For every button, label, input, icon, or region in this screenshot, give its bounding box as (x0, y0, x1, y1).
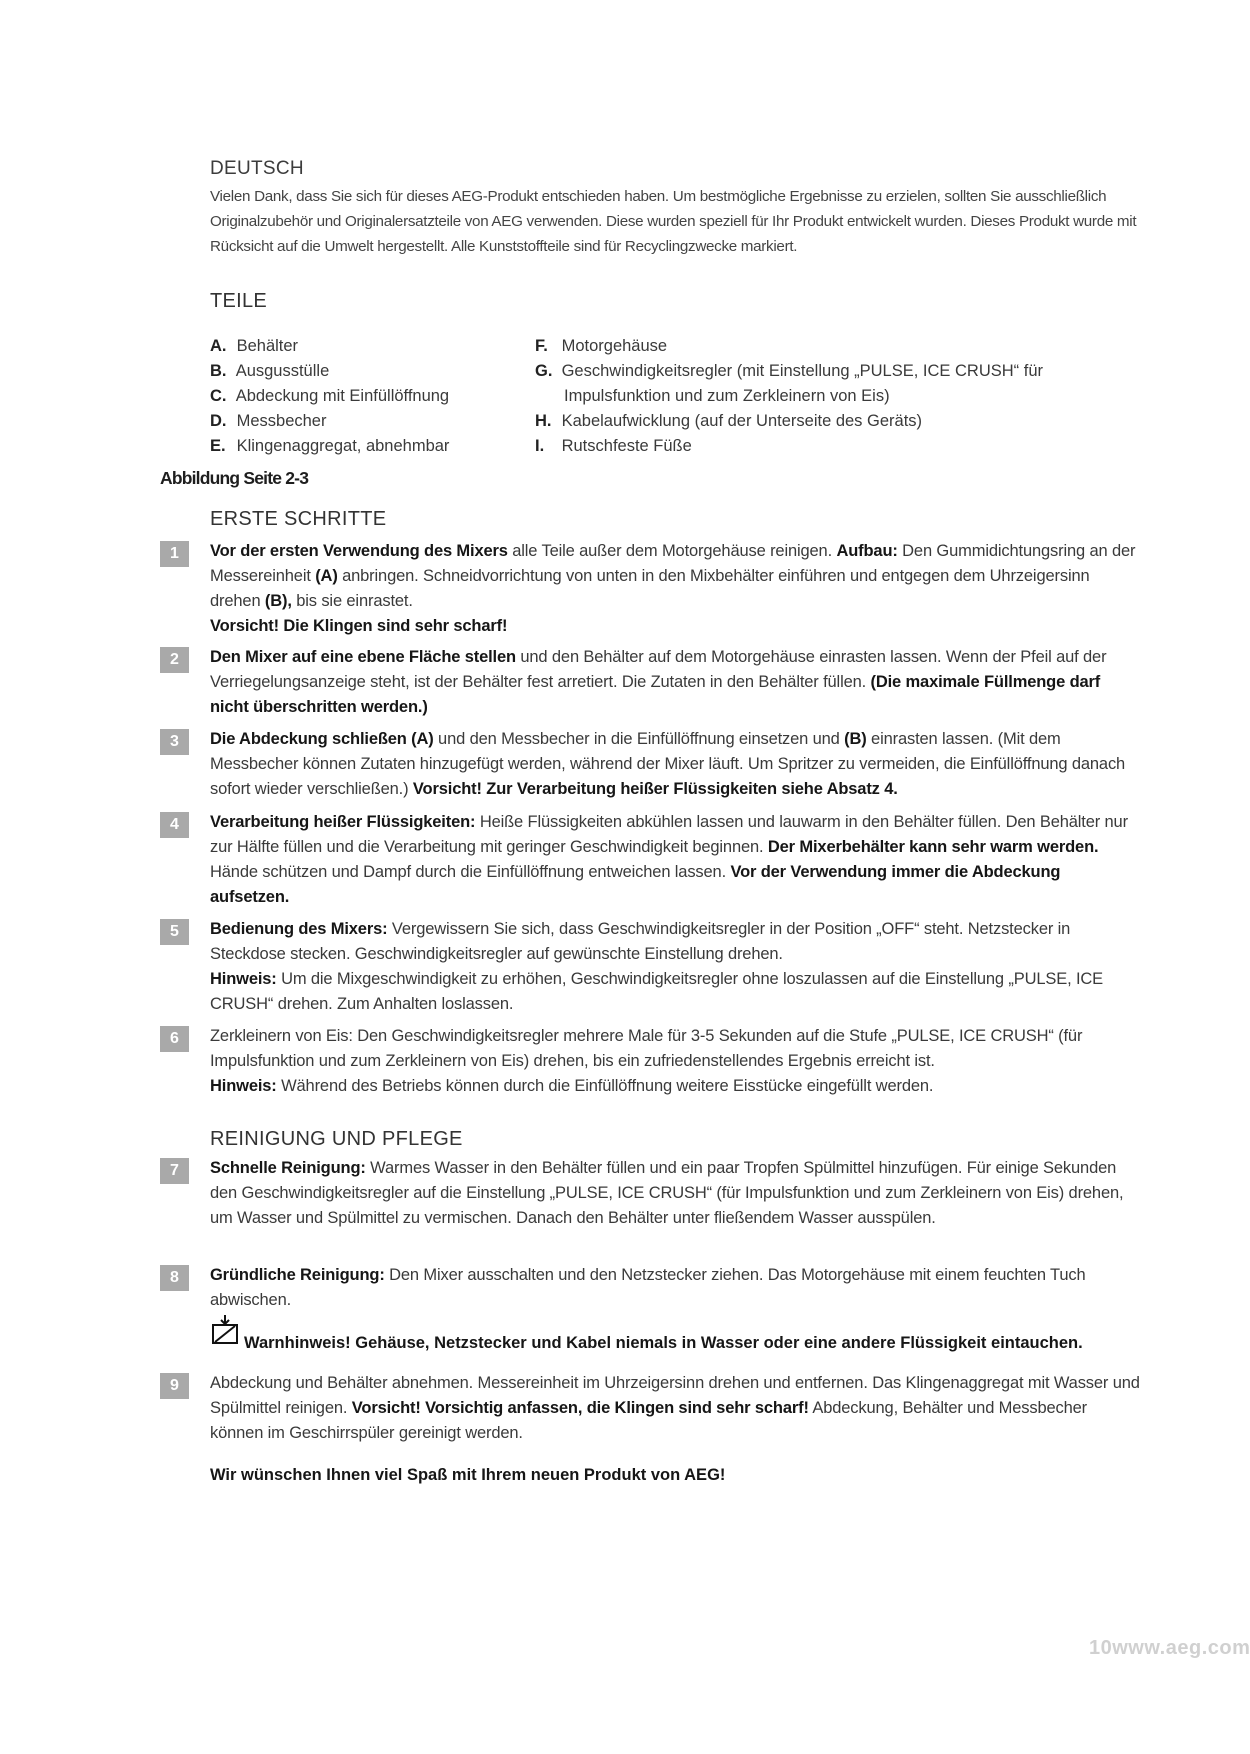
step-text (210, 1024, 1140, 1099)
step-text (210, 539, 1140, 639)
no-immersion-icon (210, 1314, 242, 1346)
body-text: Heiße Flüssigkeiten abkühlen lassen und lauwarm in den Behälter füllen. Den Behälter nur zur Hälfte füllen und die Verarbeitung mit geringer Geschwindigkeit beginnen. (210, 813, 1128, 856)
step-number-badge: 6 (160, 1026, 189, 1052)
cleaning-heading: REINIGUNG UND PFLEGE (210, 1128, 463, 1150)
step-number-badge: 9 (160, 1373, 189, 1399)
emphasis-text: Aufbau: (836, 542, 898, 560)
body-text: alle Teile außer dem Motorgehäuse reinigen. (507, 542, 837, 560)
part-item: A. Behälter (210, 337, 299, 355)
emphasis-text: Bedienung des Mixers: (210, 920, 388, 938)
body-text: Während des Betriebs können durch die Einfüllöffnung weitere Eisstücke eingefüllt werden. (276, 1077, 934, 1095)
step-text (210, 917, 1140, 1017)
part-item: G. Geschwindigkeitsregler (mit Einstellung „PULSE, ICE CRUSH“ für (535, 362, 1043, 380)
body-text: Den Mixer ausschalten und den Netzstecker ziehen. Das Motorgehäuse mit einem feuchten Tuch abwischen. (210, 1266, 1086, 1309)
emphasis-text: Hinweis: (210, 970, 277, 988)
step-text (210, 810, 1140, 910)
part-item: D. Messbecher (210, 412, 327, 430)
body-text: Um die Mixgeschwindigkeit zu erhöhen, Geschwindigkeitsregler ohne loszulassen auf die Einstellung „PULSE, ICE CRUSH“ drehen. Zum Anhalten loslassen. (210, 970, 1104, 1013)
body-text: Hände schützen und Dampf durch die Einfüllöffnung entweichen lassen. (210, 863, 731, 881)
part-item: H. Kabelaufwicklung (auf der Unterseite des Geräts) (535, 412, 923, 430)
step-number-badge: 7 (160, 1158, 189, 1184)
intro-paragraph: Vielen Dank, dass Sie sich für dieses AEG-Produkt entschieden haben. Um bestmögliche Ergebnisse zu erzielen, sollten Sie ausschließlich Originalzubehör und Originalersatzteile von AEG verwenden. Diese wurden speziell für Ihr Produkt entwickelt wurden. Dieses Produkt wurde mit Rücksicht auf die Umwelt hergestellt. Alle Kunststoffteile sind für Recyclingzwecke markiert. (210, 188, 1137, 255)
emphasis-text: Gründliche Reinigung: (210, 1266, 385, 1284)
emphasis-text: Verarbeitung heißer Flüssigkeiten: (210, 813, 476, 831)
body-text: und den Behälter auf dem Motorgehäuse einrasten lassen. Wenn der Pfeil auf der Verriegelungsanzeige steht, ist der Behälter fest arretiert. Die Zutaten in den Behälter füllen. (210, 648, 1107, 691)
body-text: Abdeckung, Behälter und Messbecher können im Geschirrspüler gereinigt werden. (210, 1399, 1088, 1442)
body-text: einrasten lassen. (Mit dem Messbecher können Zutaten hinzugefügt werden, während der Mixer läuft. Um Spritzer zu vermeiden, die Einfüllöffnung danach sofort wieder verschließen.) (210, 730, 1126, 798)
body-text: Vergewissern Sie sich, dass Geschwindigkeitsregler in der Position „OFF“ steht. Netzstecker in Steckdose stecken. Geschwindigkeitsregler auf gewünschte Einstellung drehen. (210, 920, 1071, 963)
step-number-badge: 2 (160, 647, 189, 673)
footer-page-url: 10www.aeg.com (1089, 1637, 1250, 1659)
emphasis-text: Der Mixerbehälter kann sehr warm werden. (767, 838, 1099, 856)
emphasis-text: Schnelle Reinigung: (210, 1159, 366, 1177)
language-heading: DEUTSCH (210, 158, 304, 179)
figure-reference: Abbildung Seite 2-3 (160, 468, 309, 488)
emphasis-text: (Die maximale Füllmenge darf nicht überschritten werden.) (210, 673, 1101, 716)
step-text (210, 727, 1140, 802)
parts-list-right (535, 334, 1043, 459)
emphasis-text: Vor der ersten Verwendung des Mixers (210, 542, 508, 560)
step-text (210, 1263, 1140, 1313)
body-text: bis sie einrastet. (291, 592, 413, 610)
emphasis-text: Vorsicht! Zur Verarbeitung heißer Flüssigkeiten siehe Absatz 4. (412, 780, 898, 798)
part-item-continuation: Impulsfunktion und zum Zerkleinern von Eis) (564, 387, 890, 405)
emphasis-text: (B), (264, 592, 292, 610)
emphasis-text: Vor der Verwendung immer die Abdeckung aufsetzen. (210, 863, 1061, 906)
part-item: E. Klingenaggregat, abnehmbar (210, 437, 450, 455)
body-text: Zerkleinern von Eis: Den Geschwindigkeitsregler mehrere Male für 3-5 Sekunden auf die Stufe „PULSE, ICE CRUSH“ (für Impulsfunktion und zum Zerkleinern von Eis) drehen, bis ein zufriedenstellendes Ergebnis erreicht ist. (210, 1027, 1083, 1070)
step-number-badge: 8 (160, 1265, 189, 1291)
step-text (210, 645, 1140, 720)
parts-heading: TEILE (210, 290, 268, 312)
emphasis-text: Hinweis: (210, 1077, 277, 1095)
parts-list-left (210, 334, 449, 459)
body-text: Abdeckung und Behälter abnehmen. Messereinheit im Uhrzeigersinn drehen und entfernen. Das Klingenaggregat mit Wasser und Spülmittel reinigen. (210, 1374, 1140, 1417)
part-item: B. Ausgusstülle (210, 362, 330, 380)
step-number-badge: 5 (160, 919, 189, 945)
emphasis-text: Die Abdeckung schließen (A) (210, 730, 434, 748)
closing-remark: Wir wünschen Ihnen viel Spaß mit Ihrem neuen Produkt von AEG! (210, 1466, 726, 1484)
warning-text: Warnhinweis! Gehäuse, Netzstecker und Kabel niemals in Wasser oder eine andere Flüssigkeit eintauchen. (244, 1334, 1083, 1352)
emphasis-text: (A) (315, 567, 338, 585)
emphasis-text: Vorsicht! Die Klingen sind sehr scharf! (210, 617, 508, 635)
part-item: I. Rutschfeste Füße (535, 437, 692, 455)
step-number-badge: 4 (160, 812, 189, 838)
step-number-badge: 1 (160, 541, 189, 567)
body-text: Warmes Wasser in den Behälter füllen und ein paar Tropfen Spülmittel hinzufügen. Für einige Sekunden den Geschwindigkeitsregler auf die Einstellung „PULSE, ICE CRUSH“ (für Impulsfunktion und zum Zerkleinern von Eis) drehen, um Wasser und Spülmittel zu vermischen. Danach den Behälter unter fließendem Wasser ausspülen. (210, 1159, 1124, 1227)
emphasis-text: (B) (844, 730, 867, 748)
emphasis-text: Den Mixer auf eine ebene Fläche stellen (210, 648, 516, 666)
part-item: C. Abdeckung mit Einfüllöffnung (210, 387, 450, 405)
step-number-badge: 3 (160, 729, 189, 755)
part-item: F. Motorgehäuse (535, 337, 668, 355)
emphasis-text: Vorsicht! Vorsichtig anfassen, die Klingen sind sehr scharf! (351, 1399, 809, 1417)
body-text: und den Messbecher in die Einfüllöffnung einsetzen und (433, 730, 845, 748)
step-text (210, 1156, 1140, 1231)
body-text: anbringen. Schneidvorrichtung von unten in den Mixbehälter einführen und entgegen dem Uhrzeigersinn drehen (210, 567, 1090, 610)
body-text: Den Gummidichtungsring an der Messereinheit (210, 542, 1136, 585)
first-steps-heading: ERSTE SCHRITTE (210, 508, 387, 530)
step-text (210, 1371, 1140, 1446)
